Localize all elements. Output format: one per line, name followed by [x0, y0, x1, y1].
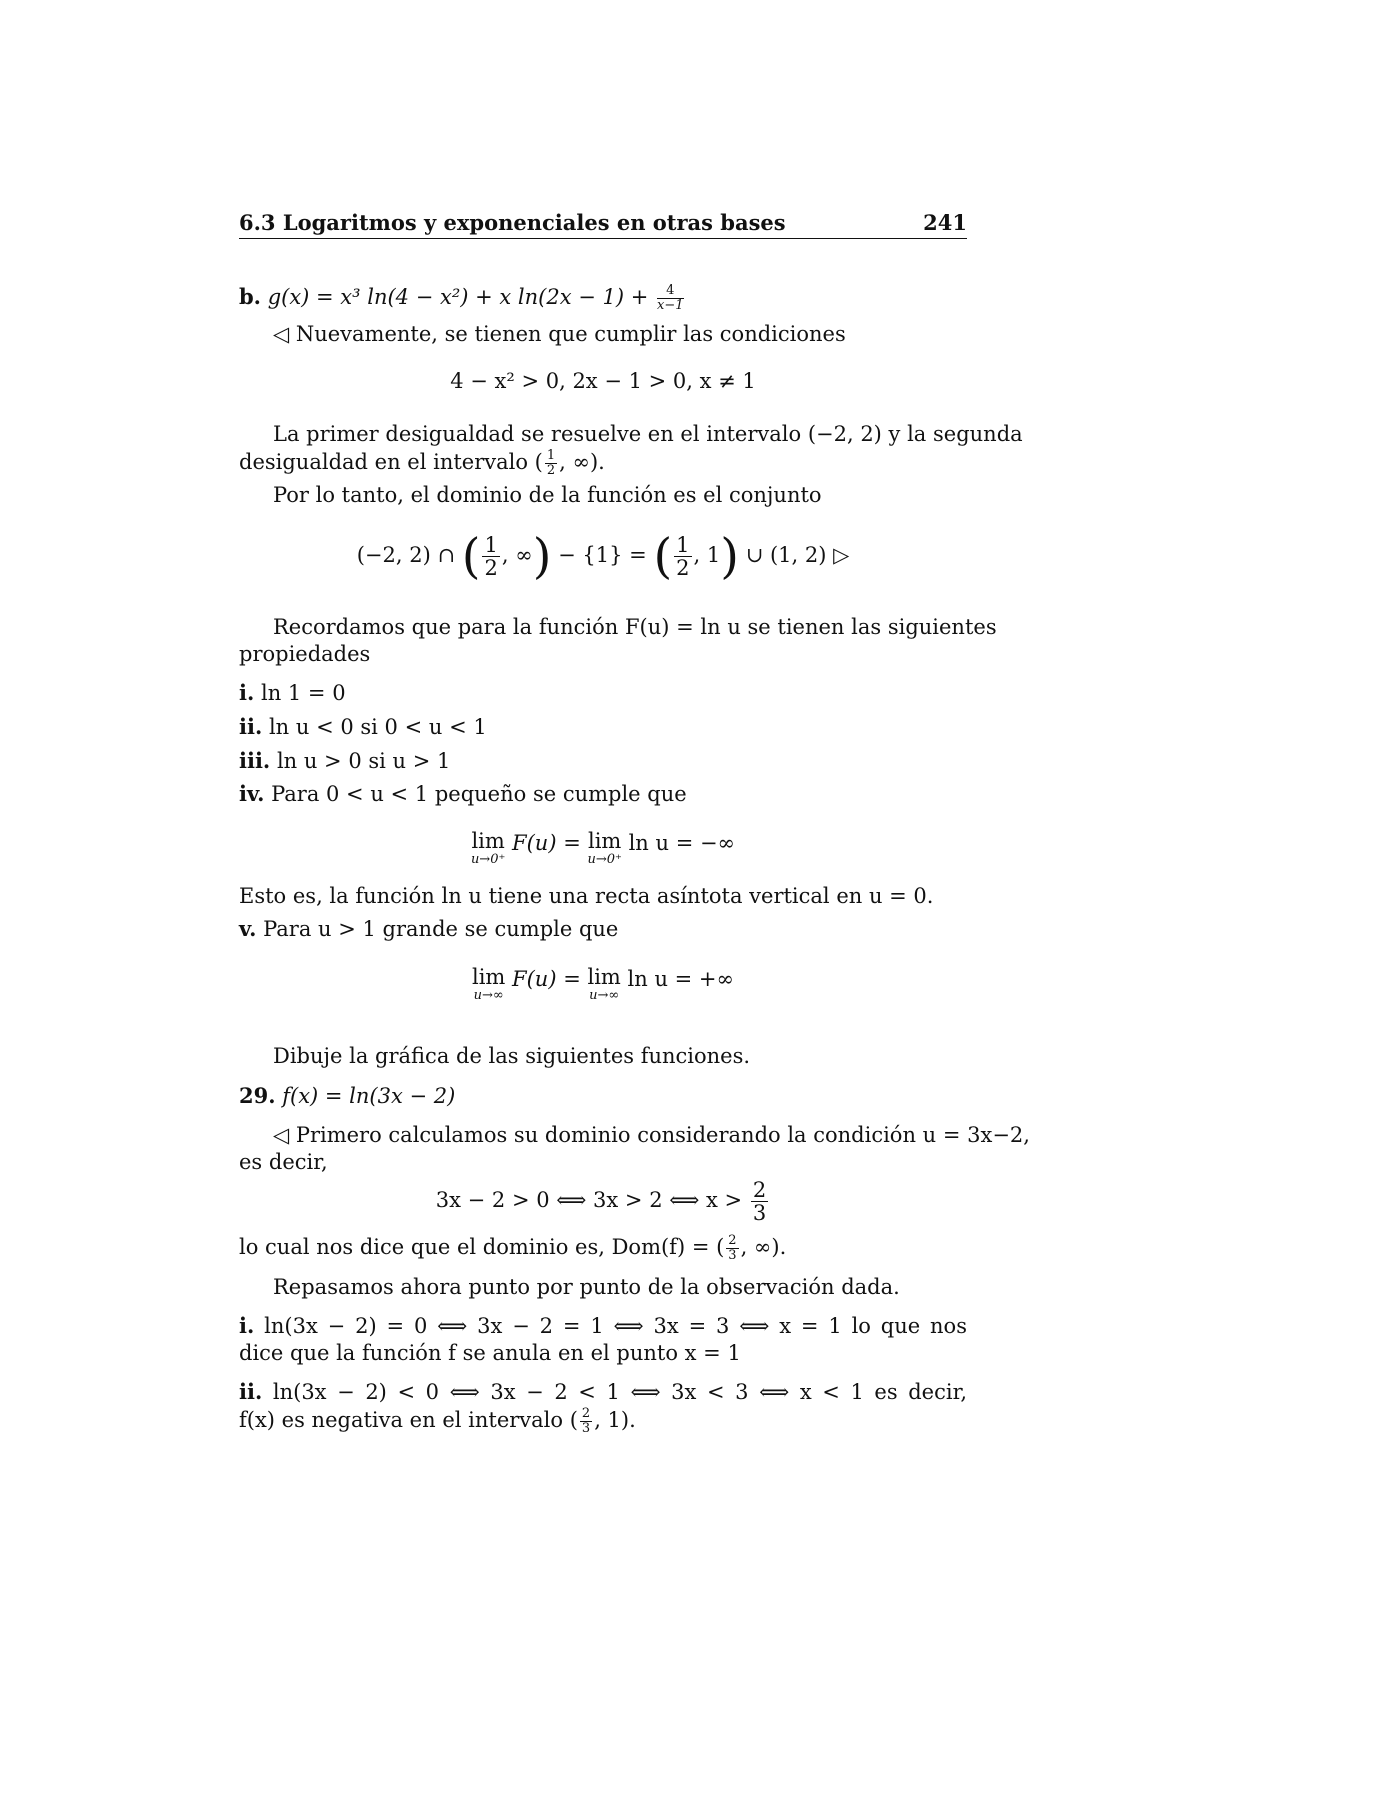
fraction: [726, 1234, 738, 1262]
paragraph: Repasamos ahora punto por punto de la observación dada.: [273, 1275, 900, 1299]
text: , ∞).: [740, 1235, 787, 1259]
item-label: i.: [239, 680, 255, 705]
page-number: 241: [923, 210, 967, 235]
paragraph: ◁ Nuevamente, se tienen que cumplir las condiciones: [273, 322, 846, 346]
numerator: 4: [657, 284, 684, 299]
text: desigualdad en el intervalo (: [239, 450, 543, 474]
item-label: iv.: [239, 781, 265, 806]
item-label: ii.: [239, 714, 263, 739]
lim-operator: lim: [471, 965, 506, 989]
item-label: v.: [239, 916, 257, 941]
numerator: 2: [581, 1406, 591, 1422]
paragraph: es decir,: [239, 1150, 328, 1174]
property-item: [239, 916, 967, 942]
denominator: 3: [728, 1248, 737, 1263]
item-label: iii.: [239, 748, 271, 773]
section-title: 6.3 Logaritmos y exponenciales en otras bases: [239, 210, 786, 235]
paragraph: Dibuje la gráfica de las siguientes funciones.: [273, 1044, 751, 1068]
display-equation: [239, 966, 967, 1003]
paragraph: Esto es, la función ln u tiene una recta asíntota vertical en u = 0.: [239, 884, 934, 908]
numerator: 1: [484, 532, 498, 557]
paragraph: Por lo tanto, el dominio de la función es el conjunto: [273, 483, 822, 507]
running-header: [239, 210, 967, 235]
display-equation: [239, 1172, 967, 1228]
header-rule: [239, 238, 967, 239]
item-text: ln 1 = 0: [260, 681, 346, 705]
item-label: b.: [239, 284, 261, 309]
item-text: Para u > 1 grande se cumple que: [263, 917, 619, 941]
review-item: [239, 1313, 967, 1339]
text: − {1} =: [558, 543, 647, 567]
numerator: 2: [728, 1233, 737, 1249]
text: ∪ (1, 2) ▷: [745, 543, 850, 567]
numerator: 2: [752, 1177, 767, 1202]
numerator: 1: [676, 532, 690, 557]
text: , 1).: [594, 1408, 636, 1432]
lim-subscript: u→0⁺: [470, 852, 506, 868]
review-item: [239, 1379, 967, 1405]
property-item: [239, 714, 967, 740]
denominator: 2: [484, 556, 498, 580]
lim-subscript: u→∞: [589, 988, 620, 1004]
lim-subscript: u→∞: [473, 988, 504, 1004]
fraction: [657, 284, 684, 312]
property-item: [239, 748, 967, 774]
lim-operator: lim: [588, 829, 622, 853]
paragraph: propiedades: [239, 642, 371, 666]
text: , ∞).: [559, 450, 605, 474]
lim-operator: lim: [471, 829, 505, 853]
display-equation: [239, 830, 967, 867]
denominator: 2: [546, 463, 556, 478]
text: 3x − 2 > 0 ⟺ 3x > 2 ⟺ x >: [435, 1188, 743, 1212]
item-text: ln(3x − 2) = 0 ⟺ 3x − 2 = 1 ⟺ 3x = 3 ⟺ x = 1 lo que nos: [264, 1314, 967, 1338]
fraction: [674, 534, 691, 579]
item-label: ii.: [239, 1379, 263, 1404]
denominator: 3: [752, 1201, 767, 1225]
display-equation: (−2, 2) ∩ ( $\frac{1}{2}$ , ∞) − {1} = ( $\frac{1}{2}$ , 1) ∪ (1, 2) ▷: [356, 528, 850, 585]
fraction: [482, 534, 499, 579]
lim-operator: lim: [587, 965, 621, 989]
part-b-heading: [239, 284, 967, 313]
fraction: [751, 1179, 768, 1224]
item-text: ln u > 0 si u > 1: [276, 749, 451, 773]
exercise-number: 29.: [239, 1083, 276, 1108]
text: F(u) =: [512, 831, 581, 855]
item-text: ln u < 0 si 0 < u < 1: [268, 715, 487, 739]
property-item: [239, 680, 967, 706]
denominator: 3: [581, 1421, 591, 1436]
fraction: [545, 449, 557, 477]
text: F(u) =: [512, 967, 581, 991]
numerator: 1: [546, 448, 556, 464]
text: lo cual nos dice que el dominio es, Dom(f) = (: [239, 1235, 725, 1259]
paragraph: ◁ Primero calculamos su dominio considerando la condición u = 3x−2,: [273, 1123, 1030, 1147]
item-text: ln(3x − 2) < 0 ⟺ 3x − 2 < 1 ⟺ 3x < 3 ⟺ x < 1 es decir,: [272, 1380, 967, 1404]
text: , 1: [693, 543, 721, 567]
lim-subscript: u→0⁺: [587, 852, 622, 868]
paragraph: [239, 1234, 967, 1263]
denominator: 2: [676, 556, 690, 580]
paragraph: La primer desigualdad se resuelve en el intervalo (−2, 2) y la segunda: [273, 422, 1023, 446]
denominator: x−1: [657, 298, 684, 313]
fraction: [580, 1407, 592, 1435]
text: , ∞: [501, 543, 533, 567]
property-item: [239, 781, 967, 807]
paragraph: [239, 1407, 967, 1436]
display-equation: 4 − x² > 0, 2x − 1 > 0, x ≠ 1: [450, 369, 756, 393]
function-expr: g(x) = x³ ln(4 − x²) + x ln(2x − 1) +: [267, 285, 649, 309]
text: (−2, 2) ∩: [356, 543, 456, 567]
item-text: Para 0 < u < 1 pequeño se cumple que: [271, 782, 687, 806]
paragraph: Recordamos que para la función F(u) = ln u se tienen las siguientes: [273, 615, 997, 639]
exercise-heading: [239, 1083, 967, 1109]
text: ln u = −∞: [628, 831, 736, 855]
item-label: i.: [239, 1313, 255, 1338]
paragraph: [239, 449, 967, 478]
text: f(x) es negativa en el intervalo (: [239, 1408, 578, 1432]
paragraph: dice que la función f se anula en el punto x = 1: [239, 1341, 741, 1365]
function-expr: f(x) = ln(3x − 2): [282, 1084, 456, 1108]
text: ln u = +∞: [627, 967, 735, 991]
